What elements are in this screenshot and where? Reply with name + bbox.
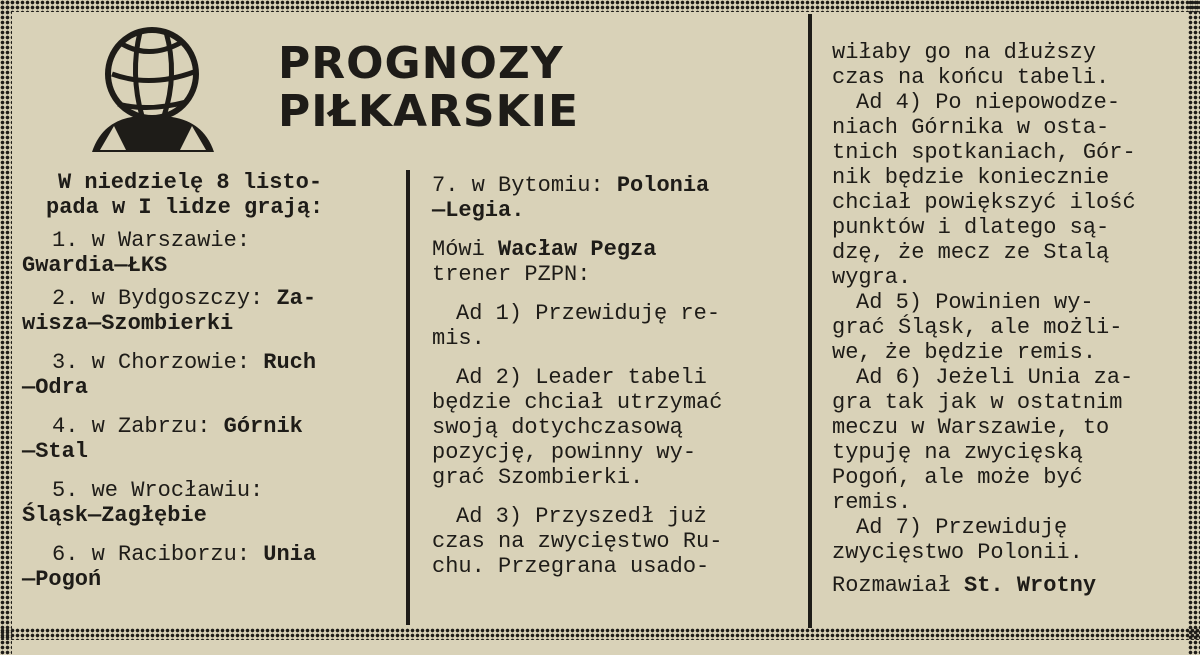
speaker-line (432, 237, 784, 262)
intro-line-2: pada w I lidze grają: (46, 195, 324, 220)
ad4-line-7: dzę, że mecz ze Stalą (832, 240, 1110, 265)
ad6-line-1: Ad 6) Jeżeli Unia za- (856, 365, 1134, 390)
fixture-1-teams: Gwardia—ŁKS (22, 253, 168, 278)
fixture-4-line (22, 414, 387, 439)
fixture-6-teams-a: Unia (263, 542, 317, 567)
intro-line-1: W niedzielę 8 listo- (58, 170, 323, 195)
fixture-6-place: 6. w Raciborzu: (52, 542, 251, 567)
football-player-head-icon (82, 22, 222, 162)
bottom-border (0, 628, 1200, 640)
ad3-line-3: chu. Przegrana usado- (432, 554, 710, 579)
ad7-line-1: Ad 7) Przewiduję (856, 515, 1068, 540)
ad2-line-4: pozycję, powinny wy- (432, 440, 697, 465)
ad6-line-5: Pogoń, ale może być (832, 465, 1083, 490)
ad6-line-6: remis. (832, 490, 912, 515)
ad1-line-2: mis. (432, 326, 485, 351)
fixture-2-teams-a: Za- (276, 286, 317, 311)
column-divider-1 (406, 170, 410, 625)
right-border (1188, 0, 1200, 655)
signoff-author: St. Wrotny (964, 573, 1097, 598)
ad5-line-1: Ad 5) Powinien wy- (856, 290, 1094, 315)
ad2-line-5: grać Szombierki. (432, 465, 644, 490)
signoff-prefix: Rozmawiał (832, 573, 951, 598)
ad6-line-4: typuję na zwycięską (832, 440, 1083, 465)
fixture-3-line (22, 350, 387, 375)
ad7-line-2: zwycięstwo Polonii. (832, 540, 1083, 565)
ad3-line-1: Ad 3) Przyszedł już (456, 504, 707, 529)
ad2-line-2: będzie chciał utrzymać (432, 390, 723, 415)
ad4-line-4: nik będzie koniecznie (832, 165, 1110, 190)
ad5-line-3: we, że będzie remis. (832, 340, 1097, 365)
ad6-line-3: meczu w Warszawie, to (832, 415, 1110, 440)
fixture-1-place: 1. w Warszawie: (52, 228, 251, 253)
ad4-line-3: tnich spotkaniach, Gór- (832, 140, 1136, 165)
ad4-line-8: wygra. (832, 265, 912, 290)
ad6-line-2: gra tak jak w ostatnim (832, 390, 1123, 415)
fixture-7-teams-b: —Legia. (432, 198, 525, 223)
top-border (0, 0, 1200, 12)
speaker-role: trener PZPN: (432, 262, 591, 287)
fixture-6-teams-b: —Pogoń (22, 567, 102, 592)
column-2 (432, 173, 784, 579)
fixture-2-line (22, 286, 387, 311)
fixture-4-teams-b: —Stal (22, 439, 89, 464)
fixture-2-place: 2. w Bydgoszczy: (52, 286, 264, 311)
fixture-4-place: 4. w Zabrzu: (52, 414, 211, 439)
title-line-1: PROGNOZY (278, 38, 564, 89)
ad5-line-2: grać Śląsk, ale możli- (832, 315, 1123, 340)
signoff-line (832, 573, 1188, 598)
fixture-5-place: 5. we Wrocławiu: (52, 478, 264, 503)
column-1 (22, 170, 387, 592)
speaker-name: Wacław Pegza (498, 237, 657, 262)
fixture-3-place: 3. w Chorzowie: (52, 350, 251, 375)
ad3-line-2: czas na zwycięstwo Ru- (432, 529, 723, 554)
title-line-2: PIŁKARSKIE (278, 86, 580, 137)
fixture-7-place: 7. w Bytomiu: (432, 173, 604, 198)
fixture-4-teams-a: Górnik (223, 414, 303, 439)
ad4-line-1: Ad 4) Po niepowodze- (856, 90, 1121, 115)
column-3 (832, 40, 1188, 598)
fixture-5-teams: Śląsk—Zagłębie (22, 503, 207, 528)
speaker-prefix: Mówi (432, 237, 485, 262)
ad2-line-1: Ad 2) Leader tabeli (456, 365, 707, 390)
page-title (278, 40, 579, 136)
ad3-cont-line-2: czas na końcu tabeli. (832, 65, 1110, 90)
ad3-cont-line-1: wiłaby go na dłuższy (832, 40, 1097, 65)
ad4-line-6: punktów i dlatego są- (832, 215, 1110, 240)
fixture-6-line (22, 542, 387, 567)
ad4-line-2: niach Górnika w osta- (832, 115, 1110, 140)
fixture-7-line (432, 173, 784, 198)
column-divider-2 (808, 14, 812, 628)
fixture-3-teams-a: Ruch (263, 350, 317, 375)
ad4-line-5: chciał powiększyć ilość (832, 190, 1136, 215)
fixture-3-teams-b: —Odra (22, 375, 89, 400)
ad1-line-1: Ad 1) Przewiduję re- (456, 301, 721, 326)
left-border (0, 0, 12, 655)
fixture-7-teams-a: Polonia (616, 173, 710, 198)
ad2-line-3: swoją dotychczasową (432, 415, 683, 440)
fixture-2-teams-b: wisza—Szombierki (22, 311, 234, 336)
